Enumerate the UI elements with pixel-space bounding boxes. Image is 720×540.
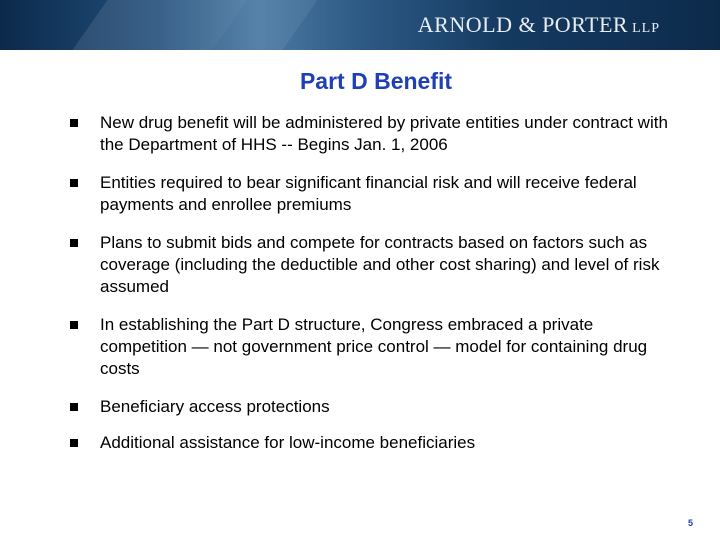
bullet-item bbox=[68, 112, 678, 156]
bullet-list bbox=[68, 112, 678, 468]
bullet-item bbox=[68, 172, 678, 216]
slide-title: Part D Benefit bbox=[299, 68, 453, 94]
bullet-item bbox=[68, 232, 678, 298]
bullet-text: In establishing the Part D structure, Congress embraced a private competition — not government price control — model for containing drug costs bbox=[100, 315, 648, 378]
square-bullet-icon bbox=[70, 403, 78, 411]
square-bullet-icon bbox=[70, 439, 78, 447]
square-bullet-icon bbox=[70, 239, 78, 247]
square-bullet-icon bbox=[70, 179, 78, 187]
bullet-text: Plans to submit bids and compete for contracts based on factors such as coverage (including the deductible and other cost sharing) and level of risk assumed bbox=[100, 233, 660, 296]
square-bullet-icon bbox=[70, 119, 78, 127]
firm-logo bbox=[418, 12, 660, 38]
bullet-text: Beneficiary access protections bbox=[100, 397, 330, 416]
header-banner bbox=[0, 0, 720, 50]
logo-suffix: LLP bbox=[632, 21, 660, 36]
logo-name: ARNOLD & PORTER bbox=[417, 12, 629, 37]
bullet-item bbox=[68, 432, 678, 454]
square-bullet-icon bbox=[70, 321, 78, 329]
bullet-text: New drug benefit will be administered by private entities under contract with the Department of HHS -- Begins Jan. 1, 2006 bbox=[100, 113, 668, 154]
page-number: 5 bbox=[687, 518, 693, 528]
bullet-item bbox=[68, 396, 678, 418]
bullet-text: Entities required to bear significant financial risk and will receive federal payments and enrollee premiums bbox=[100, 173, 637, 214]
bullet-text: Additional assistance for low-income beneficiaries bbox=[100, 433, 476, 452]
bullet-item bbox=[68, 314, 678, 380]
